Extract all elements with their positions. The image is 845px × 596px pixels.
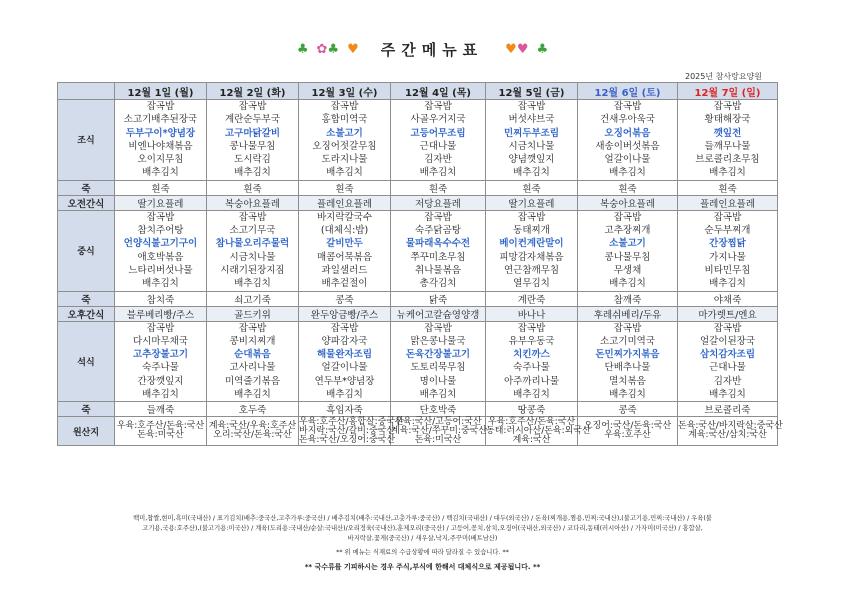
menu-item: 잡곡밥 [330,322,359,334]
footer-origin-line: 고기용,국용:호주산),(불고기용:미국산) / 계육(도리용:국내산/순살:국내산)/오리정육(국내산),훈제오리(중국산) / 고등어,꽁치,삼치,오징어(국내산,외국산) / 코다리,동태(러시아산) / 가자미(미국산) / 홍합살, [142,525,703,532]
menu-cell [578,210,678,291]
menu-item: 잡곡밥 [517,211,546,223]
main-dish: 갈비만두 [326,238,363,250]
flower-icon: ♣ [296,41,309,57]
menu-cell [391,321,486,402]
page-title: 주간메뉴표 [380,40,484,59]
main-dish: 고추장불고기 [132,349,189,361]
day-header-row [58,83,778,100]
main-dish: 소불고기 [326,127,363,139]
origin-line: 바지락:국산/갈비:중국산 [299,425,396,436]
menu-item: 미역줄기볶음 [224,375,281,387]
menu-item: 건새우아욱국 [599,114,656,126]
menu-item: 매콤어묵볶음 [316,251,373,263]
snack-cell: 플레인요플레 [678,195,778,210]
footer-origin-line: 백미,찹쌀,현미,흑미(국내산) / 표기김치(배추:중국산,고추가루:중국산) / 배추김치(배추:국내산,고춧가루:중국산) / 백김치(국내산) / 대두(외국산) / 돈육(찌개용,찜용,민찌:국내산),(불고기용,민찌:국내산) / 우육(불 [133,515,712,522]
menu-item: 브로콜리초무침 [695,154,760,166]
snack-row-pm [58,306,778,321]
origin-cell [578,417,678,446]
porridge-cell: 콩죽 [299,291,391,306]
menu-item: 고사리나물 [229,362,276,374]
menu-item: 얼갈이된장국 [699,335,756,347]
origin-line: 돈육:미국산 [414,434,462,445]
menu-item: 시금치나물 [229,251,276,263]
row-label: 죽 [58,291,115,306]
menu-item: 다시마무채국 [132,335,189,347]
porridge-cell: 흰죽 [207,180,299,195]
origin-line: 계육:국산/우육:호주산 [208,421,297,432]
origin-line: 우육:국산/고등어:국산 [394,416,482,427]
menu-item: 고추장찌개 [604,225,651,237]
origin-cell [207,417,299,446]
porridge-cell: 참치죽 [115,291,207,306]
menu-item: 오징어젓갈무침 [312,140,377,152]
meal-row-dinner [58,321,778,402]
porridge-cell: 흑임자죽 [299,402,391,417]
origin-line: 돈육:국산/오징어:중국산 [299,434,396,445]
snack-cell: 골드키위 [207,306,299,321]
menu-item: 배추김치 [419,389,457,401]
menu-cell [115,321,207,402]
meal-row-breakfast [58,100,778,181]
menu-cell [299,210,391,291]
menu-cell [578,100,678,181]
menu-item: 계란순두부국 [224,114,281,126]
menu-item: 쭈꾸미초무침 [410,251,466,263]
menu-cell [486,321,578,402]
menu-item: 잡곡밥 [713,322,742,334]
day-header: 12월 3일 (수) [299,83,391,100]
menu-item: 소고기미역국 [599,335,656,347]
menu-item: (대체식:밥) [320,225,369,237]
porridge-cell: 계란죽 [486,291,578,306]
org-label: 2025년 참사랑요양원 [685,72,762,81]
menu-item: 도토리묵무침 [410,362,466,374]
menu-item: 배추김치 [326,167,363,179]
main-dish: 언양식불고기구이 [123,238,198,250]
menu-item: 오이지무침 [137,154,184,166]
menu-item: 콩나물무침 [604,251,651,263]
menu-item: 얼갈이나물 [604,154,651,166]
menu-item: 명이나물 [419,375,457,387]
tulip-icon: ✿♣ [316,41,340,57]
menu-item: 배추김치 [709,167,746,179]
porridge-cell: 야채죽 [678,291,778,306]
main-dish: 해물완자조림 [316,349,373,361]
origin-line: 오리:국산/돈육:국산 [213,430,292,441]
menu-item: 무생채 [613,264,642,276]
menu-item: 단배추나물 [604,362,651,374]
porridge-row [58,180,778,195]
snack-cell: 뉴케어고칼슘영양갱 [391,306,486,321]
day-header: 12월 1일 (월) [115,83,207,100]
menu-item: 취나물볶음 [415,264,461,276]
menu-item: 배추김치 [419,167,457,179]
main-dish: 순대볶음 [234,349,271,361]
menu-item: 잡곡밥 [517,101,546,112]
menu-item: 잡곡밥 [424,101,452,112]
menu-item: 도시락김 [234,154,271,166]
main-dish: 두부구이*양념장 [125,127,196,139]
menu-item: 도라지나물 [321,154,368,166]
snack-cell: 후레쉬베리/두유 [578,306,678,321]
menu-cell [207,100,299,181]
snack-row-am [58,195,778,210]
porridge-cell: 단호박죽 [391,402,486,417]
menu-item: 잡곡밥 [146,211,175,223]
row-label: 오후간식 [58,306,115,321]
main-dish: 베이컨계란말이 [499,238,564,250]
main-dish: 민찌두부조림 [503,127,560,139]
menu-item: 양념깻잎지 [508,154,555,166]
origin-line: 계육:국산 [512,434,551,445]
menu-item: 참치주어탕 [137,225,184,237]
origin-line: 계육:국산/삼치:국산 [688,430,767,441]
menu-item: 잡곡밥 [330,101,359,112]
menu-cell [678,100,778,181]
origin-line: 돈육:국산/바지락살:중국산 [678,421,783,432]
snack-cell: 플레인요플레 [299,195,391,210]
title-row [0,38,845,60]
flower-icon: ♥♥ [505,41,529,57]
origin-line: 우육:호주산/돈육:국산 [487,416,576,427]
origin-cell [678,417,783,446]
menu-cell [486,100,578,181]
menu-item: 간장깻잎지 [137,375,184,387]
menu-item: 유부우동국 [508,335,555,347]
menu-item: 콩나물무침 [229,140,276,152]
origin-line: 오징어:국산/돈육:국산 [583,421,672,432]
menu-cell [391,100,486,181]
menu-item: 근대나물 [419,140,457,152]
menu-item: 얼갈이나물 [321,362,368,374]
menu-cell [678,321,778,402]
row-label: 중식 [58,210,115,291]
menu-item: 잡곡밥 [424,211,452,223]
main-dish: 소불고기 [609,238,646,250]
meal-row-lunch [58,210,778,291]
origin-cell [115,417,207,446]
menu-item: 가지나물 [709,251,746,263]
menu-item: 잡곡밥 [613,101,642,112]
menu-item: 배추김치 [513,167,550,179]
origin-row [58,417,778,446]
footer-origin-line: 바지락살,꽃게(중국산) / 새우살,낙지,주꾸미(베트남산) [347,535,498,542]
snack-cell: 복숭아요플레 [578,195,678,210]
menu-item: 배추겉절이 [321,278,368,290]
menu-item: 새송이버섯볶음 [595,140,660,152]
porridge-row [58,402,778,417]
menu-item: 근대나물 [709,362,746,374]
menu-item: 연두부*양념장 [314,375,375,387]
porridge-row [58,291,778,306]
row-label: 죽 [58,402,115,417]
menu-cell [391,210,486,291]
menu-item: 연근참깨무침 [503,264,560,276]
origin-line: 돈육:미국산 [137,430,184,441]
day-header: 12월 7일 (일) [678,83,778,100]
origin-cell [299,416,404,446]
menu-item: 바지락칼국수 [316,211,373,223]
menu-cell [678,210,778,291]
footer-note: ** 위 메뉴는 식재료의 수급상황에 따라 달라질 수 있습니다. ** [336,549,509,556]
main-dish: 삼치감자조림 [699,349,756,361]
menu-cell [207,321,299,402]
row-label: 원산지 [58,417,115,446]
porridge-cell: 쇠고기죽 [207,291,299,306]
menu-item: 숙주나물 [513,362,550,374]
menu-item: 배추김치 [234,389,271,401]
menu-item: 시래기된장지짐 [220,264,285,276]
origin-line: 계육:국산/쭈꾸미:중국산 [391,425,488,436]
porridge-cell: 흰죽 [678,180,778,195]
menu-item: 잡곡밥 [713,101,742,112]
heart-icon: ♥ [347,41,359,57]
footer-note-bold: ** 국수류를 기피하시는 경우 주식,부식에 한해서 대체식으로 제공됩니다. ** [304,563,541,571]
menu-item: 배추김치 [234,278,271,290]
menu-item: 홍합미역국 [321,114,368,126]
menu-item: 숙주나물 [142,362,179,374]
flower-icon: ♣ [536,41,549,57]
menu-item: 김자반 [713,375,742,387]
porridge-cell: 브로콜리죽 [678,402,778,417]
main-dish: 고등어무조림 [410,127,466,139]
menu-item: 배추김치 [609,389,646,401]
snack-cell: 복숭아요플레 [207,195,299,210]
menu-item: 소고기무국 [229,225,276,237]
porridge-cell: 땅콩죽 [486,402,578,417]
menu-cell [207,210,299,291]
menu-item: 피망감자채볶음 [499,251,564,263]
menu-cell [299,321,391,402]
main-dish: 치킨까스 [513,349,550,361]
day-header: 12월 4일 (목) [391,83,486,100]
porridge-cell: 콩죽 [578,402,678,417]
porridge-cell: 참깨죽 [578,291,678,306]
porridge-cell: 들깨죽 [115,402,207,417]
menu-item: 배추김치 [609,278,646,290]
menu-item: 느타리버섯나물 [128,264,193,276]
porridge-cell: 흰죽 [391,180,486,195]
menu-item: 사골우거지국 [410,114,466,126]
menu-item: 소고기배추된장국 [123,114,198,126]
main-dish: 물파래옥수수전 [405,238,471,250]
menu-item: 숙주닭곰탕 [415,225,461,237]
row-label: 죽 [58,180,115,195]
origin-line: 동태:러시아산/돈육:외국산 [486,425,591,436]
main-dish: 오징어볶음 [604,127,651,139]
menu-item: 열무김치 [513,278,550,290]
menu-item: 들깨무나물 [704,140,751,152]
menu-item: 배추김치 [142,167,179,179]
snack-cell: 블루베리빵/주스 [115,306,207,321]
menu-item: 버섯샤브국 [508,114,555,126]
menu-item: 비타민무침 [704,264,751,276]
menu-item: 배추김치 [326,389,363,401]
row-label: 조식 [58,100,115,181]
menu-item: 비엔나야채볶음 [128,140,193,152]
menu-item: 콩비지찌개 [229,335,276,347]
menu-item: 배추김치 [234,167,271,179]
menu-item: 잡곡밥 [146,101,175,112]
menu-item: 배추김치 [142,278,179,290]
menu-item: 순두부찌개 [704,225,751,237]
snack-cell: 딸기요플레 [115,195,207,210]
menu-item: 애호박볶음 [137,251,184,263]
menu-item: 아주까리나물 [503,375,560,387]
origin-line: 우육:호주산 [604,430,651,441]
menu-item: 김자반 [424,154,452,166]
row-label: 오전간식 [58,195,115,210]
snack-cell: 바나나 [486,306,578,321]
menu-item: 양파감자국 [321,335,368,347]
main-dish: 참나물오리주물럭 [215,238,290,250]
corner-cell [58,83,115,100]
menu-item: 멸치볶음 [609,375,646,387]
snack-cell: 저당요플레 [391,195,486,210]
snack-cell: 마가렛트/엔요 [678,306,778,321]
menu-item: 황태해장국 [704,114,751,126]
origin-line: 우육:호주산/돈육:국산 [116,421,205,432]
origin-cell [391,417,486,446]
menu-cell [486,210,578,291]
menu-cell [115,100,207,181]
menu-item: 배추김치 [609,167,646,179]
menu-item: 잡곡밥 [424,322,452,334]
row-label: 석식 [58,321,115,402]
menu-item: 동태찌개 [513,225,550,237]
menu-item: 잡곡밥 [238,101,267,112]
menu-cell [299,100,391,181]
menu-item: 잡곡밥 [238,322,267,334]
porridge-cell: 흰죽 [299,180,391,195]
menu-item: 배추김치 [709,389,746,401]
porridge-cell: 흰죽 [578,180,678,195]
menu-item: 잡곡밥 [613,322,642,334]
main-dish: 돈민찌가지볶음 [595,349,660,361]
menu-item: 과일샐러드 [321,264,368,276]
menu-item: 시금치나물 [508,140,555,152]
menu-item: 잡곡밥 [146,322,175,334]
day-header: 12월 6일 (토) [578,83,678,100]
menu-item: 총각김치 [419,278,457,290]
menu-item: 잡곡밥 [613,211,642,223]
menu-item: 잡곡밥 [713,211,742,223]
main-dish: 고구마닭갈비 [224,127,281,139]
day-header: 12월 5일 (금) [486,83,578,100]
menu-item: 배추김치 [142,389,179,401]
menu-item: 맑은콩나물국 [410,335,466,347]
menu-item: 잡곡밥 [238,211,267,223]
menu-cell [578,321,678,402]
menu-item: 배추김치 [709,278,746,290]
porridge-cell: 흰죽 [115,180,207,195]
origin-line: 우육:호주산/홍합살:중국산 [299,416,404,427]
menu-item: 배추김치 [513,389,550,401]
snack-cell: 완두앙금빵/주스 [299,306,391,321]
porridge-cell: 호두죽 [207,402,299,417]
origin-cell [486,416,591,446]
porridge-cell: 닭죽 [391,291,486,306]
menu-item: 잡곡밥 [517,322,546,334]
main-dish: 간장찜닭 [709,238,746,250]
main-dish: 돈육간장불고기 [405,349,471,361]
snack-cell: 딸기요플레 [486,195,578,210]
menu-table [57,82,783,446]
porridge-cell: 흰죽 [486,180,578,195]
day-header: 12월 2일 (화) [207,83,299,100]
main-dish: 깻잎전 [713,127,742,139]
menu-cell [115,210,207,291]
